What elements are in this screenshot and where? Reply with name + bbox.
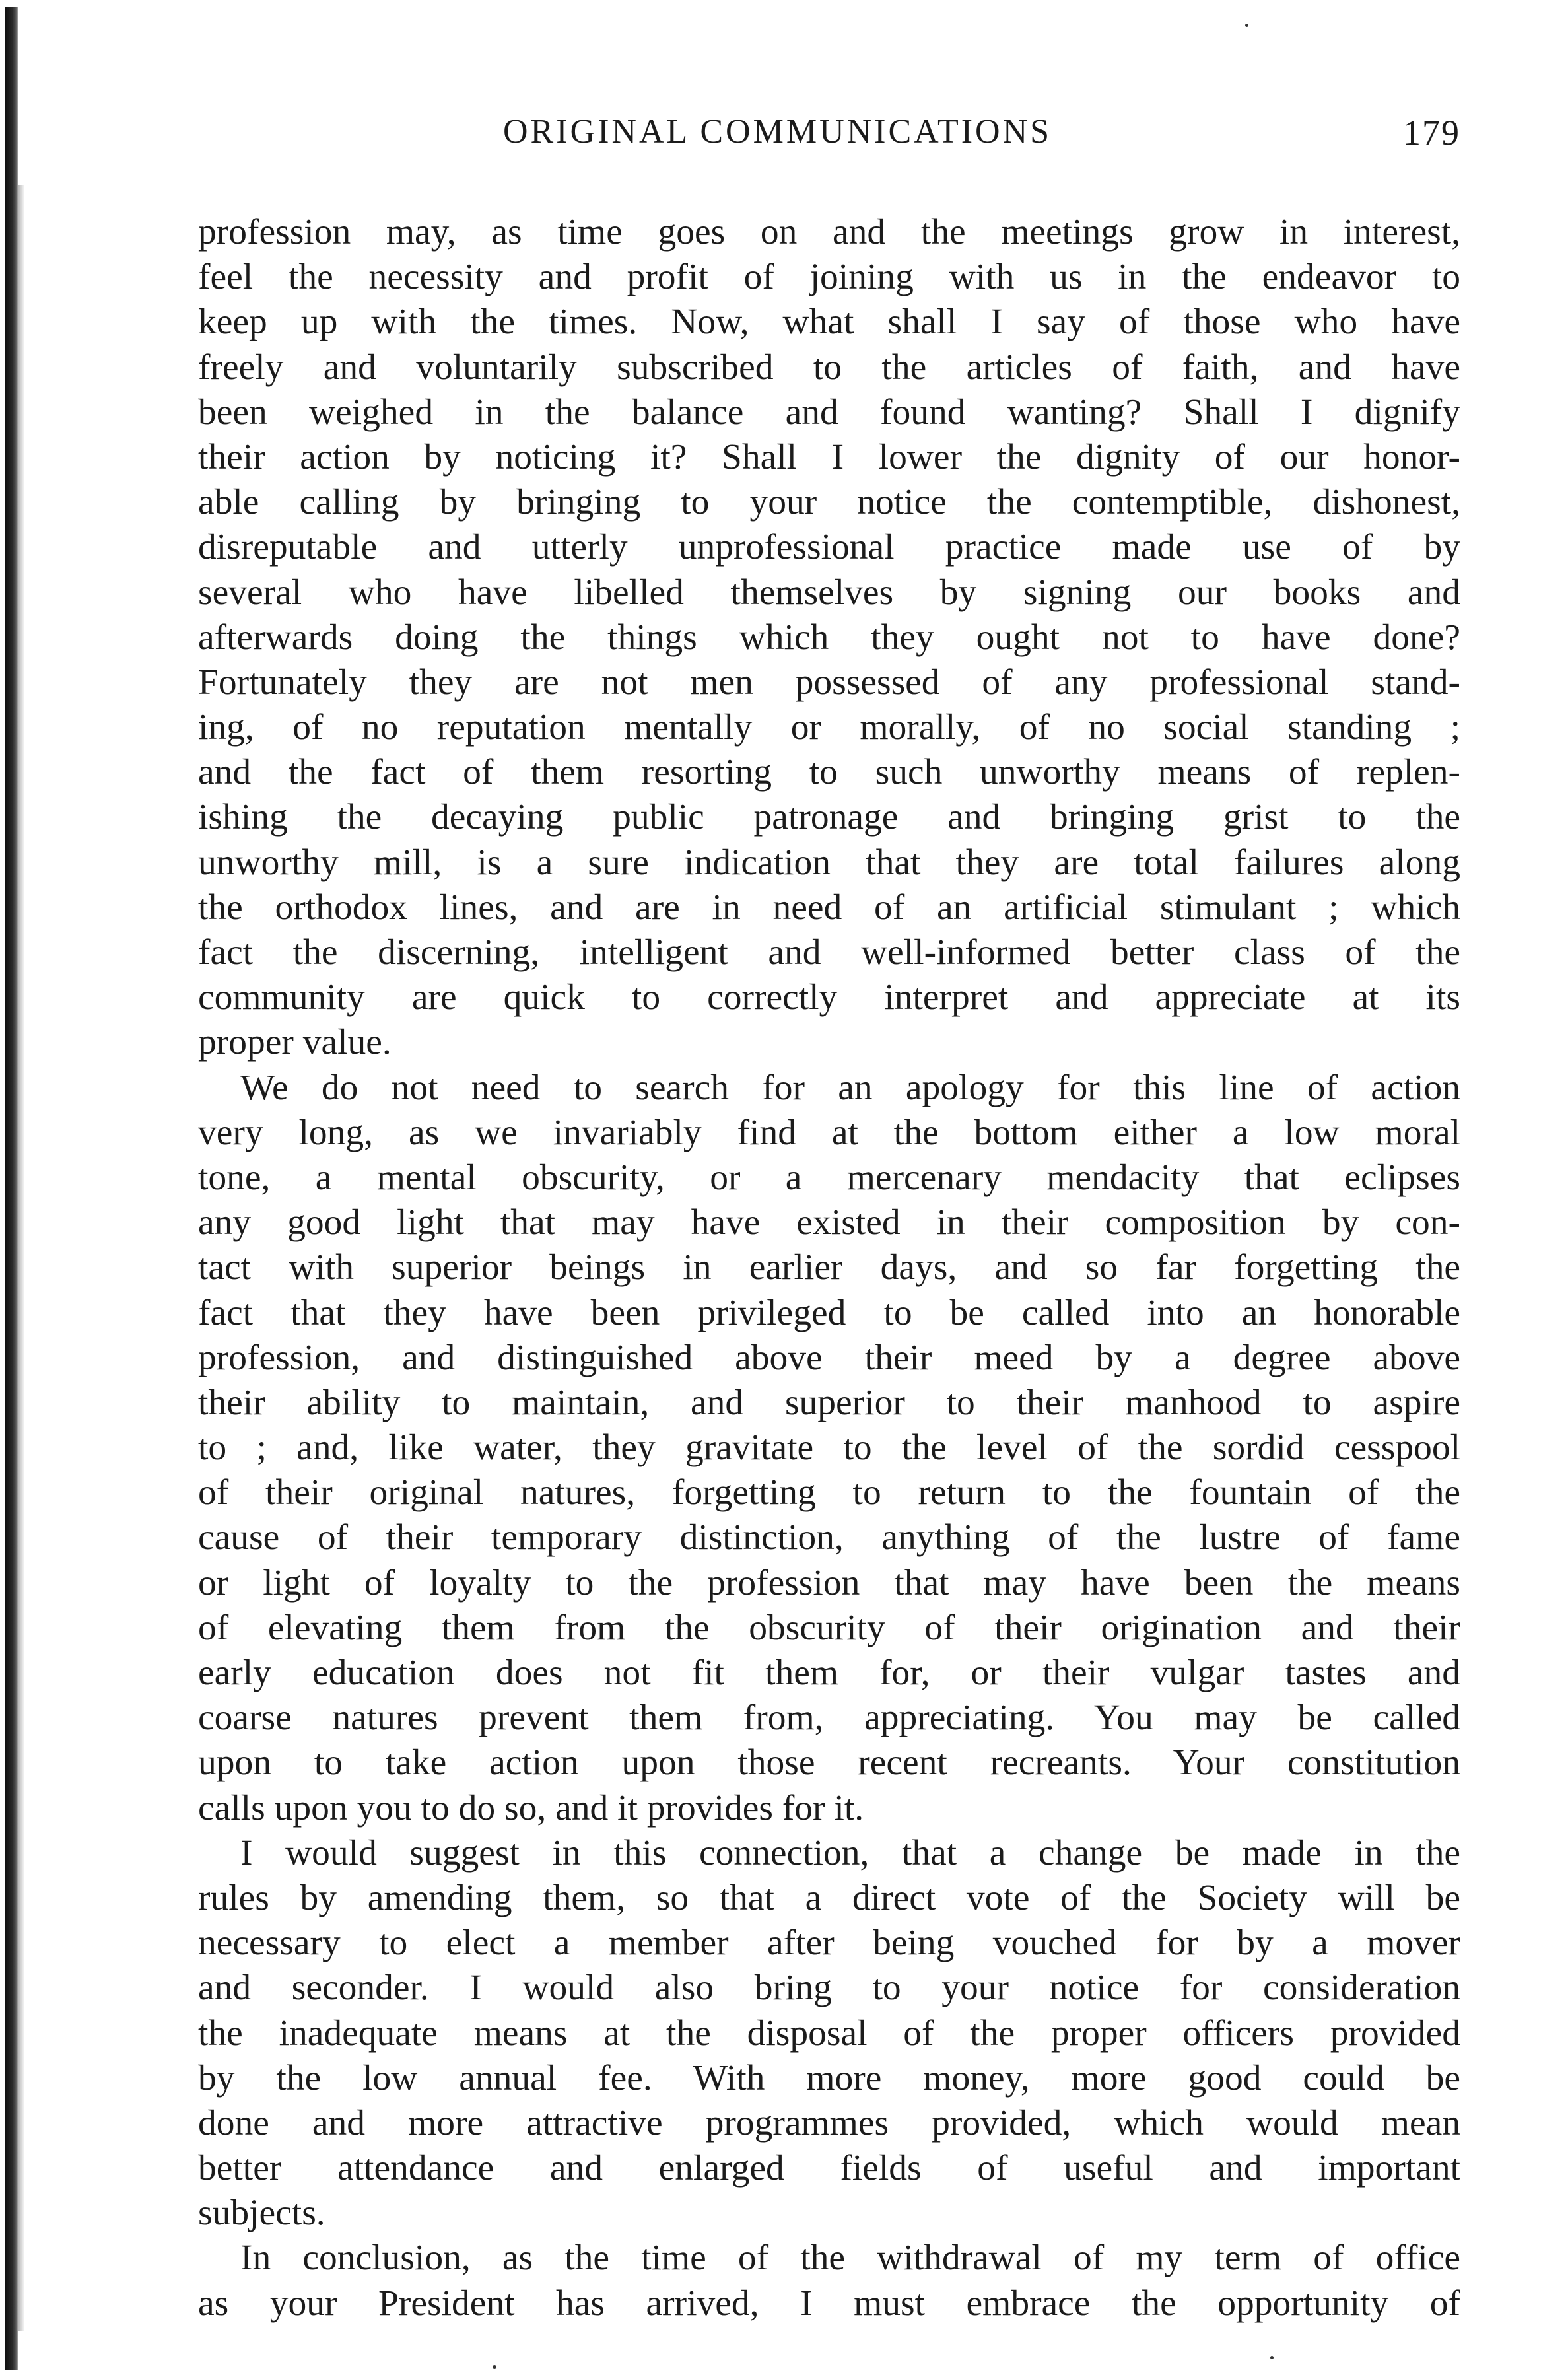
text-line: keep up with the times. Now, what shall I say of those who have <box>198 302 1460 343</box>
text-line: very long, as we invariably find at the bottom either a low moral <box>198 1112 1460 1153</box>
text-line: by the low annual fee. With more money, more good could be <box>198 2057 1460 2098</box>
text-line: as your President has arrived, I must embrace the opportunity of <box>198 2283 1460 2324</box>
text-line: tone, a mental obscurity, or a mercenary mendacity that eclipses <box>198 1157 1460 1198</box>
text-line: We do not need to search for an apology for this line of action <box>240 1067 1460 1108</box>
text-line: profession, and distinguished above their meed by a degree above <box>198 1337 1460 1378</box>
book-page <box>198 112 1460 2326</box>
binding-shadow-light <box>18 185 24 2331</box>
text-line: done and more attractive programmes provided, which would mean <box>198 2102 1460 2143</box>
text-line: afterwards doing the things which they ought not to have done? <box>198 617 1460 658</box>
text-line: to ; and, like water, they gravitate to the level of the sordid cesspool <box>198 1428 1460 1468</box>
text-line: able calling by bringing to your notice the contemptible, dishonest, <box>198 482 1460 523</box>
text-line: better attendance and enlarged fields of useful and important <box>198 2148 1460 2189</box>
paragraph <box>198 210 1460 1066</box>
text-line: any good light that may have existed in their composition by con- <box>198 1202 1460 1243</box>
text-line: and the fact of them resorting to such unworthy means of replen- <box>198 752 1460 793</box>
page-number: 179 <box>1403 113 1460 153</box>
running-title: ORIGINAL COMMUNICATIONS <box>503 113 1052 151</box>
text-line: ing, of no reputation mentally or morally, of no social standing ; <box>198 707 1460 748</box>
text-line: disreputable and utterly unprofessional practice made use of by <box>198 527 1460 568</box>
text-line: profession may, as time goes on and the meetings grow in interest, <box>198 212 1460 252</box>
text-line: cause of their temporary distinction, anything of the lustre of fame <box>198 1517 1460 1558</box>
text-line: the orthodox lines, and are in need of an artificial stimulant ; which <box>198 887 1460 928</box>
text-line: ishing the decaying public patronage and bringing grist to the <box>198 797 1460 838</box>
text-line: fact that they have been privileged to be called into an honorable <box>198 1292 1460 1333</box>
print-speck <box>1270 2356 1274 2359</box>
print-speck <box>1245 24 1248 27</box>
text-line: the inadequate means at the disposal of the proper officers provided <box>198 2013 1460 2053</box>
text-line: upon to take action upon those recent recreants. Your constitution <box>198 1742 1460 1783</box>
text-line: proper value. <box>198 1022 392 1063</box>
body-text <box>198 210 1460 2326</box>
text-line: of their original natures, forgetting to return to the fountain of the <box>198 1472 1460 1513</box>
text-line: subjects. <box>198 2193 325 2234</box>
text-line: several who have libelled themselves by signing our books and <box>198 572 1460 613</box>
paragraph <box>198 1831 1460 2236</box>
text-line: tact with superior beings in earlier days, and so far forgetting the <box>198 1247 1460 1288</box>
text-line: coarse natures prevent them from, appreciating. You may be called <box>198 1698 1460 1739</box>
text-line: calls upon you to do so, and it provides for it. <box>198 1787 864 1828</box>
text-line: been weighed in the balance and found wanting? Shall I dignify <box>198 392 1460 432</box>
text-line: rules by amending them, so that a direct vote of the Society will be <box>198 1877 1460 1918</box>
text-line: their action by noticing it? Shall I lower the dignity of our honor- <box>198 436 1460 477</box>
paragraph <box>198 2236 1460 2326</box>
text-line: early education does not fit them for, or their vulgar tastes and <box>198 1653 1460 1693</box>
text-line: or light of loyalty to the profession that may have been the means <box>198 1562 1460 1603</box>
text-line: freely and voluntarily subscribed to the articles of faith, and have <box>198 347 1460 388</box>
paragraph <box>198 1066 1460 1831</box>
text-line: I would suggest in this connection, that a change be made in the <box>240 1832 1460 1873</box>
text-line: feel the necessity and profit of joining with us in the endeavor to <box>198 257 1460 298</box>
text-line: and seconder. I would also bring to your notice for consideration <box>198 1968 1460 2009</box>
text-line: of elevating them from the obscurity of their origination and their <box>198 1607 1460 1648</box>
text-line: unworthy mill, is a sure indication that they are total failures along <box>198 842 1460 883</box>
text-line: their ability to maintain, and superior to their manhood to aspire <box>198 1382 1460 1423</box>
text-line: fact the discerning, intelligent and well-informed better class of the <box>198 932 1460 973</box>
print-speck <box>493 2365 496 2369</box>
text-line: In conclusion, as the time of the withdrawal of my term of office <box>240 2238 1460 2279</box>
text-line: necessary to elect a member after being vouched for by a mover <box>198 1923 1460 1964</box>
text-line: community are quick to correctly interpret and appreciate at its <box>198 977 1460 1018</box>
binding-shadow-dark <box>5 7 18 2370</box>
running-head <box>198 112 1460 172</box>
text-line: Fortunately they are not men possessed of any professional stand- <box>198 662 1460 703</box>
page-binding-shadow <box>0 0 36 2379</box>
